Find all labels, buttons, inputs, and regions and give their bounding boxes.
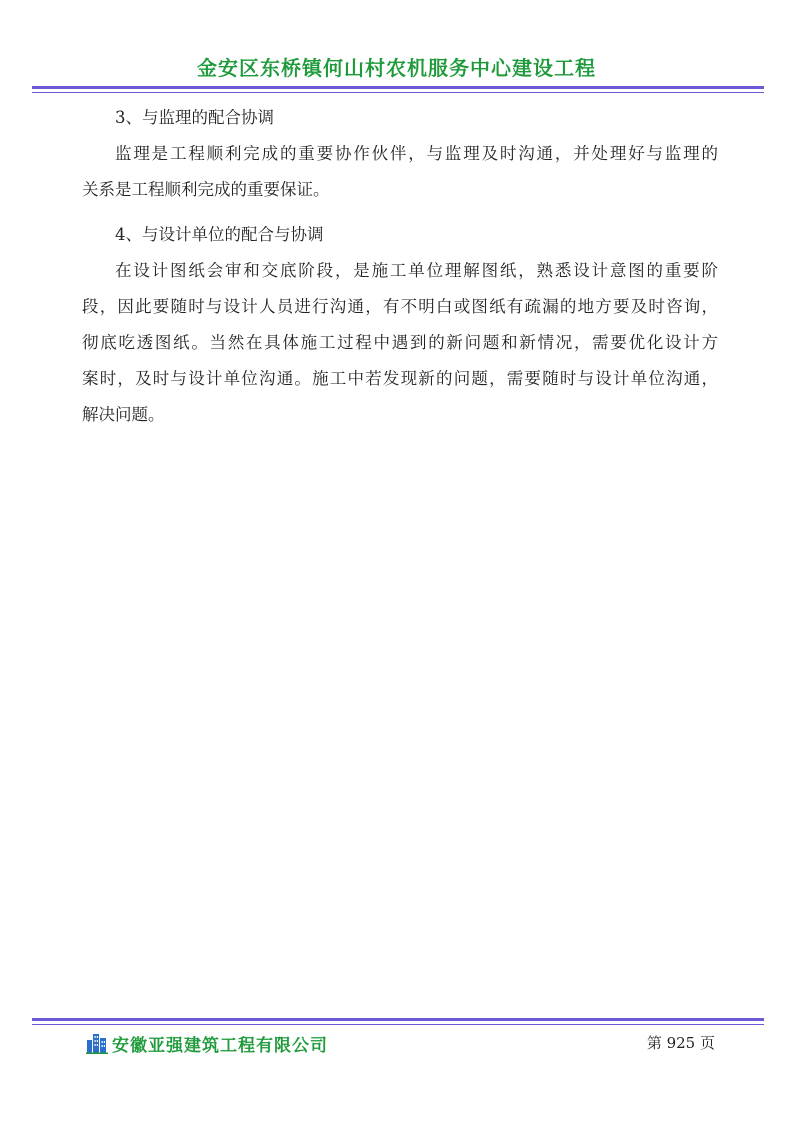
section-design-unit [82, 217, 718, 433]
page-number: 第 925 页 [646, 1034, 715, 1052]
paragraph-line: 在设计图纸会审和交底阶段，是施工单位理解图纸，熟悉设计意图的重要阶 [115, 261, 718, 280]
paragraph-line: 关系是工程顺利完成的重要保证。 [82, 180, 330, 199]
footer-rule-thick [32, 1018, 764, 1021]
footer-rule-thin [32, 1024, 764, 1025]
paragraph-line: 案时，及时与设计单位沟通。施工中若发现新的问题，需要随时与设计单位沟通， [82, 369, 718, 388]
company-name: 安徽亚强建筑工程有限公司 [112, 1035, 328, 1056]
header-rule-thin [32, 92, 764, 93]
section-heading: 4、与设计单位的配合与协调 [115, 225, 324, 244]
header-rule-thick [32, 86, 764, 89]
section-heading: 3、与监理的配合协调 [115, 108, 274, 127]
footer-company [86, 1030, 328, 1056]
paragraph-line: 段，因此要随时与设计人员进行沟通，有不明白或图纸有疏漏的地方要及时咨询， [82, 297, 718, 316]
section-supervision [82, 100, 718, 208]
paragraph-line: 解决问题。 [82, 405, 165, 424]
building-logo-icon [86, 1032, 108, 1054]
document-body [82, 100, 718, 433]
paragraph-line: 监理是工程顺利完成的重要协作伙伴，与监理及时沟通，并处理好与监理的 [115, 144, 718, 163]
paragraph-line: 彻底吃透图纸。当然在具体施工过程中遇到的新问题和新情况，需要优化设计方 [82, 333, 718, 352]
header-title: 金安区东桥镇何山村农机服务中心建设工程 [197, 56, 596, 80]
